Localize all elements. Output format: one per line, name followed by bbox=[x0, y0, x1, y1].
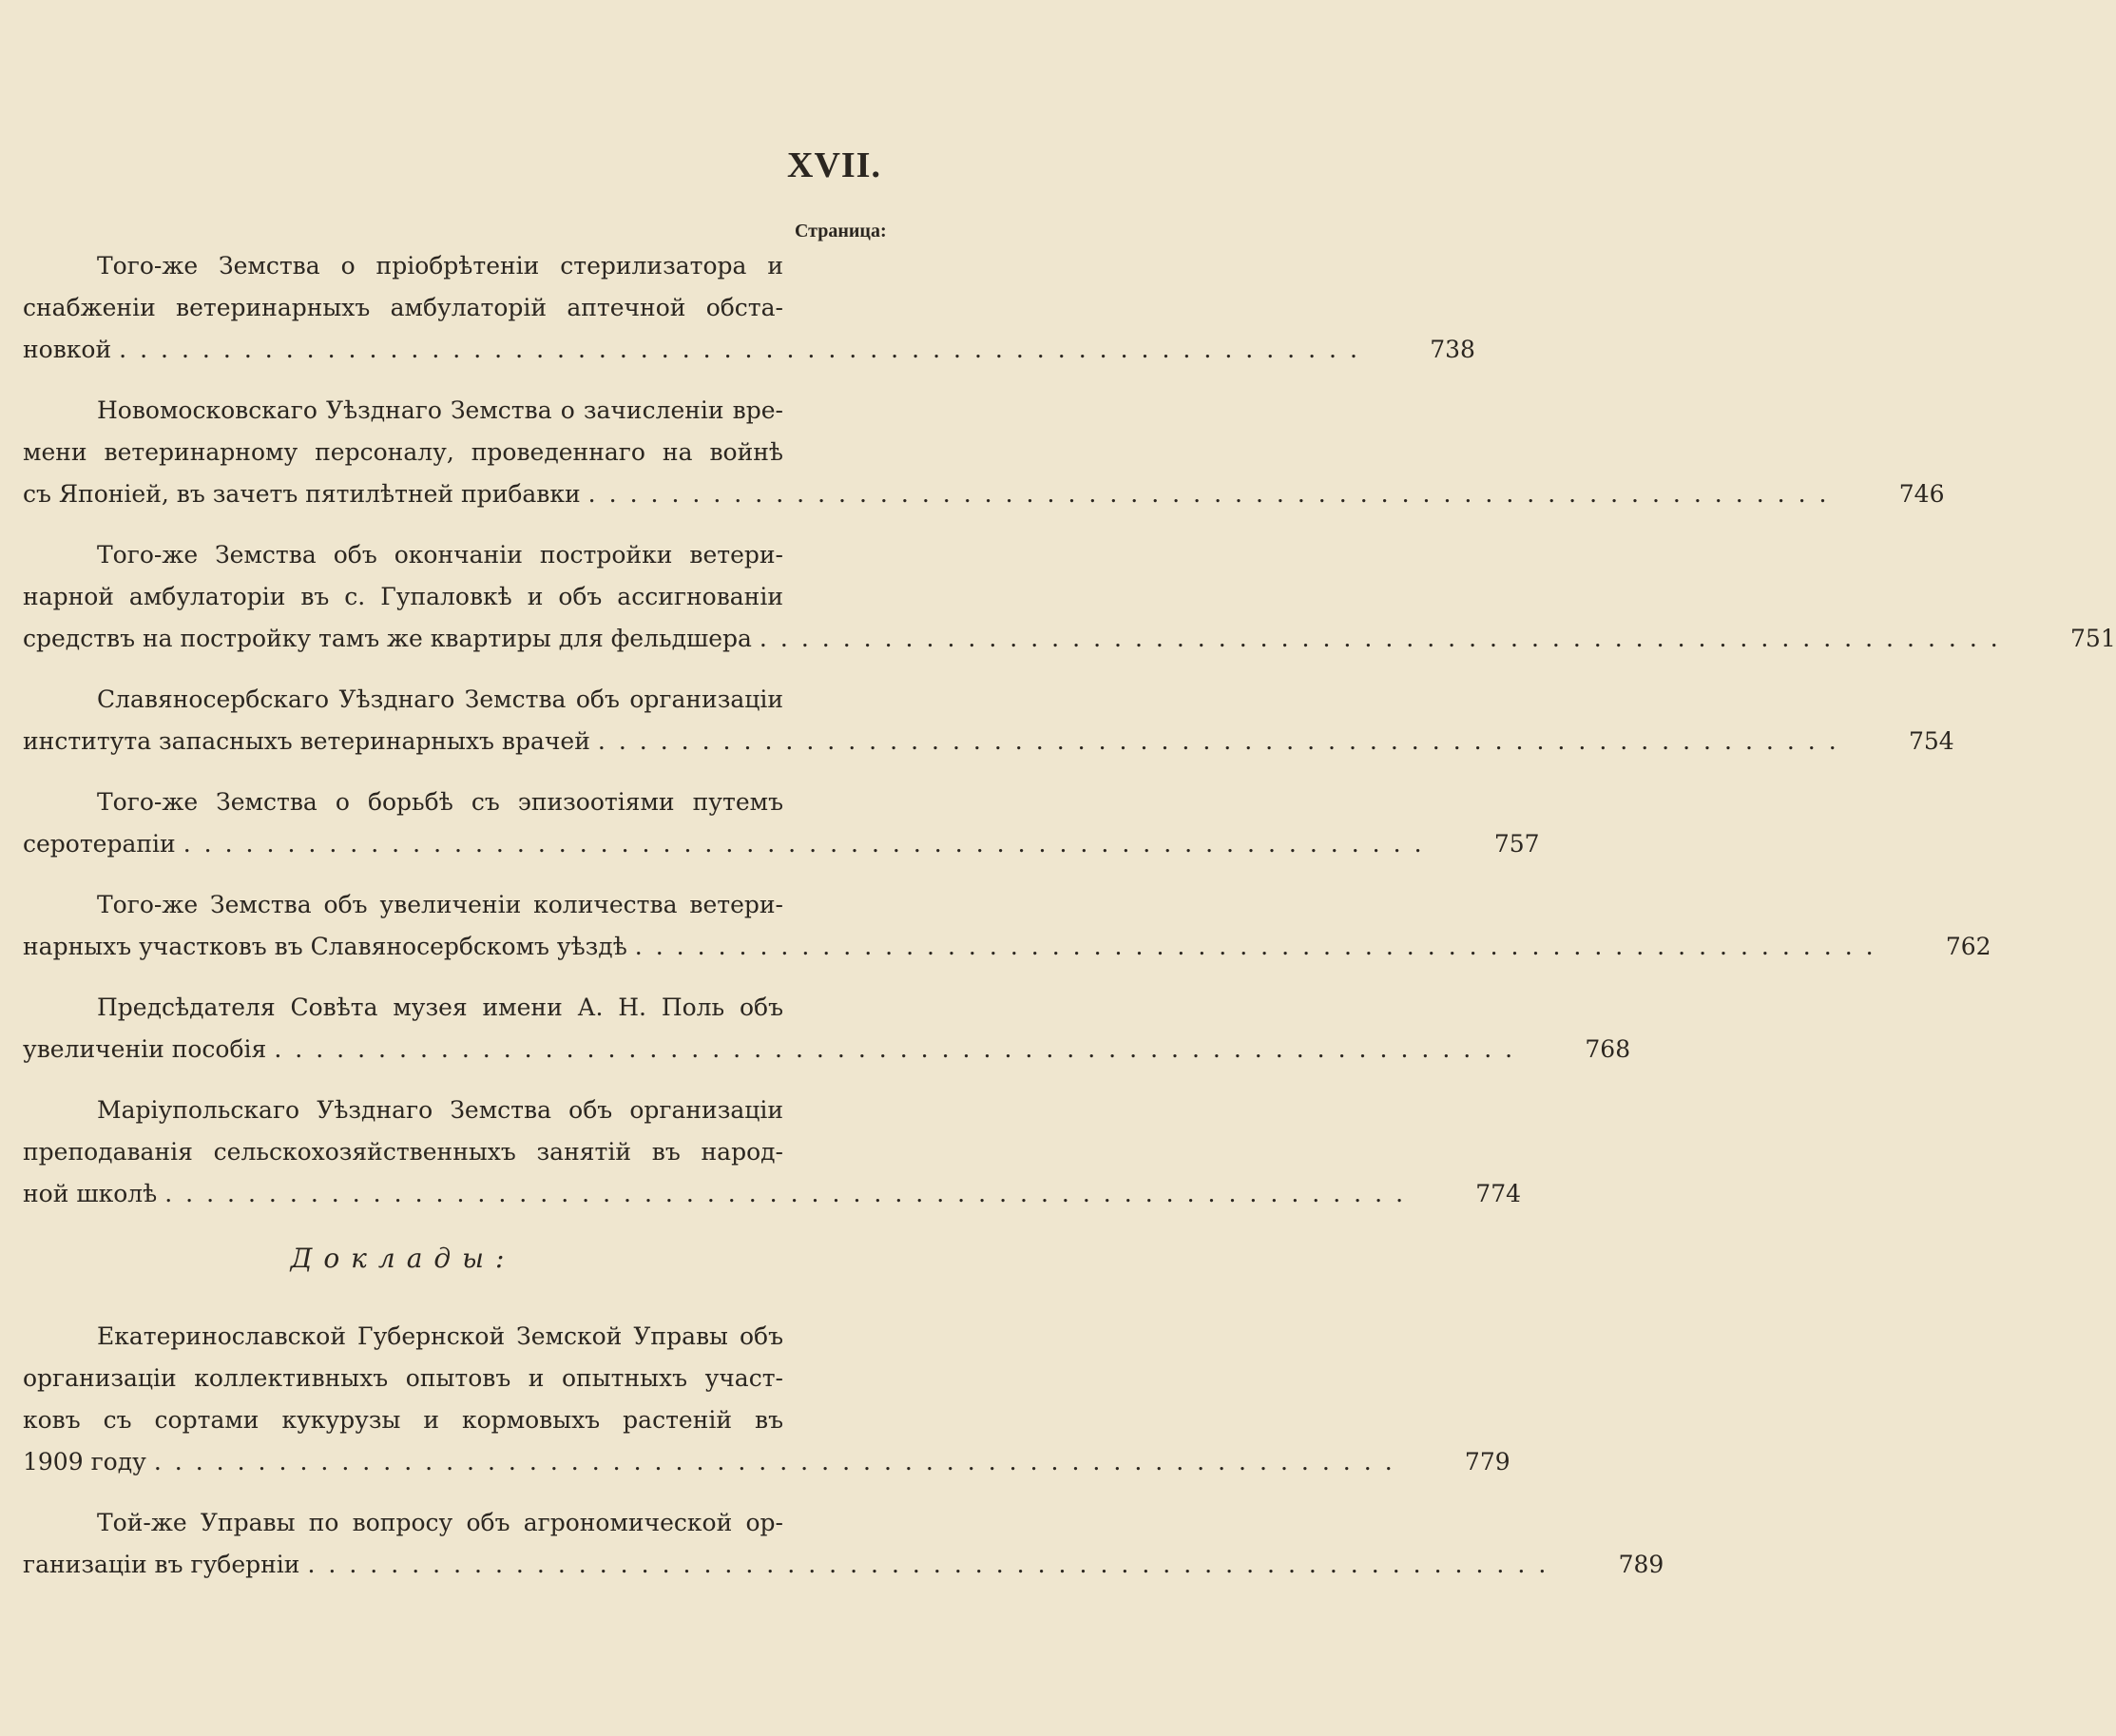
dot-leader: ............................................................ bbox=[164, 1180, 1417, 1207]
toc-entry-line: преподаванія сельскохозяйственныхъ занятій въ народ- bbox=[23, 1138, 783, 1166]
toc-entry-line: Новомосковскаго Уѣзднаго Земства о зачисленіи вре- bbox=[97, 396, 783, 424]
toc-page-number: 746 bbox=[1898, 480, 1945, 508]
toc-entry-last-line bbox=[23, 823, 1540, 865]
toc-entry-text: ной школѣ bbox=[23, 1180, 158, 1207]
toc-entry bbox=[23, 1502, 1664, 1586]
toc-entry-last-line bbox=[23, 1029, 1631, 1071]
toc-entry-line: Той-же Управы по вопросу объ агрономической ор- bbox=[97, 1509, 783, 1536]
toc-entry-text: съ Японіей, въ зачетъ пятилѣтней прибавки bbox=[23, 480, 581, 508]
toc-entry-line: ковъ съ сортами кукурузы и кормовыхъ растеній въ bbox=[23, 1406, 783, 1434]
toc-entry-line: Маріупольскаго Уѣзднаго Земства объ организаціи bbox=[97, 1096, 783, 1124]
toc-entry-text: увеличеніи пособія bbox=[23, 1035, 267, 1063]
toc-entry-last-line bbox=[23, 473, 1945, 515]
toc-entry bbox=[23, 390, 1945, 515]
dot-leader: ............................................................ bbox=[119, 336, 1371, 363]
toc-entry bbox=[23, 1090, 1522, 1215]
toc-entry bbox=[23, 1316, 1510, 1483]
dot-leader: ............................................................ bbox=[597, 727, 1850, 755]
toc-section-reports bbox=[23, 1316, 1664, 1586]
toc-entry-text: средствъ на постройку тамъ же квартиры для фельдшера bbox=[23, 625, 752, 652]
toc-page-number: 751 bbox=[2070, 625, 2116, 652]
toc-page-number: 757 bbox=[1493, 830, 1540, 858]
toc-page-number: 789 bbox=[1618, 1551, 1664, 1578]
toc-entry-last-line bbox=[23, 329, 1475, 371]
dot-leader: ............................................................ bbox=[587, 480, 1840, 508]
toc-entry-text: серотерапіи bbox=[23, 830, 176, 858]
toc-entry bbox=[23, 884, 1991, 968]
dot-leader: ............................................................ bbox=[634, 933, 1887, 960]
toc-page-number: 762 bbox=[1945, 933, 1991, 960]
toc-entry-text: новкой bbox=[23, 336, 112, 363]
toc-entry-line: снабженіи ветеринарныхъ амбулаторій аптечной обста- bbox=[23, 294, 783, 321]
toc-page-number: 779 bbox=[1464, 1448, 1510, 1476]
toc-entry-line: нарной амбулаторіи въ с. Гупаловкѣ и объ ассигнованіи bbox=[23, 583, 783, 610]
toc-entry-line: Предсѣдателя Совѣта музея имени А. Н. Поль объ bbox=[97, 993, 783, 1021]
toc-entry-last-line bbox=[23, 721, 1954, 762]
dot-leader: ............................................................ bbox=[274, 1035, 1527, 1063]
toc-entry-text: 1909 году bbox=[23, 1448, 146, 1476]
toc-entry-line: Славяносербскаго Уѣзднаго Земства объ организаціи bbox=[97, 685, 783, 713]
toc-page-number: 768 bbox=[1585, 1035, 1631, 1063]
dot-leader: ............................................................ bbox=[183, 830, 1435, 858]
toc-section-resolutions bbox=[23, 245, 2116, 1215]
toc-entry-text: института запасныхъ ветеринарныхъ врачей bbox=[23, 727, 590, 755]
toc-page-number: 738 bbox=[1430, 336, 1475, 363]
toc-entry-line: Того-же Земства о борьбѣ съ эпизоотіями путемъ bbox=[97, 788, 783, 816]
section-heading-reports: Доклады: bbox=[290, 1243, 516, 1274]
toc-entry-line: мени ветеринарному персоналу, проведеннаго на войнѣ bbox=[23, 438, 783, 466]
page-column-header: Страница: bbox=[795, 221, 887, 241]
toc-entry-text: нарныхъ участковъ въ Славяносербскомъ уѣздѣ bbox=[23, 933, 627, 960]
toc-entry-text: ганизаціи въ губерніи bbox=[23, 1551, 300, 1578]
toc-page-number: 774 bbox=[1475, 1180, 1522, 1207]
toc-entry-line: организаціи коллективныхъ опытовъ и опытныхъ участ- bbox=[23, 1364, 783, 1392]
toc-entry bbox=[23, 781, 1540, 865]
toc-entry-last-line bbox=[23, 1544, 1664, 1586]
toc-entry-line: Того-же Земства о пріобрѣтеніи стерилизатора и bbox=[97, 252, 783, 280]
toc-entry bbox=[23, 245, 1475, 371]
dot-leader: ............................................................ bbox=[307, 1551, 1560, 1578]
toc-entry bbox=[23, 534, 2116, 660]
toc-entry-line: Того-же Земства объ увеличеніи количества ветери- bbox=[97, 891, 783, 918]
dot-leader: ............................................................ bbox=[759, 625, 2011, 652]
page-folio: XVII. bbox=[787, 145, 881, 185]
table-of-contents bbox=[23, 245, 2116, 1605]
toc-entry bbox=[23, 679, 1954, 762]
toc-entry-last-line bbox=[23, 1173, 1522, 1215]
toc-entry-last-line bbox=[23, 926, 1991, 968]
toc-entry-line: Екатеринославской Губернской Земской Управы объ bbox=[97, 1322, 783, 1350]
toc-entry bbox=[23, 987, 1631, 1071]
toc-entry-last-line bbox=[23, 618, 2116, 660]
toc-entry-line: Того-же Земства объ окончаніи постройки ветери- bbox=[97, 541, 783, 569]
dot-leader: ............................................................ bbox=[153, 1448, 1406, 1476]
toc-page-number: 754 bbox=[1908, 727, 1954, 755]
toc-entry-last-line bbox=[23, 1441, 1510, 1483]
